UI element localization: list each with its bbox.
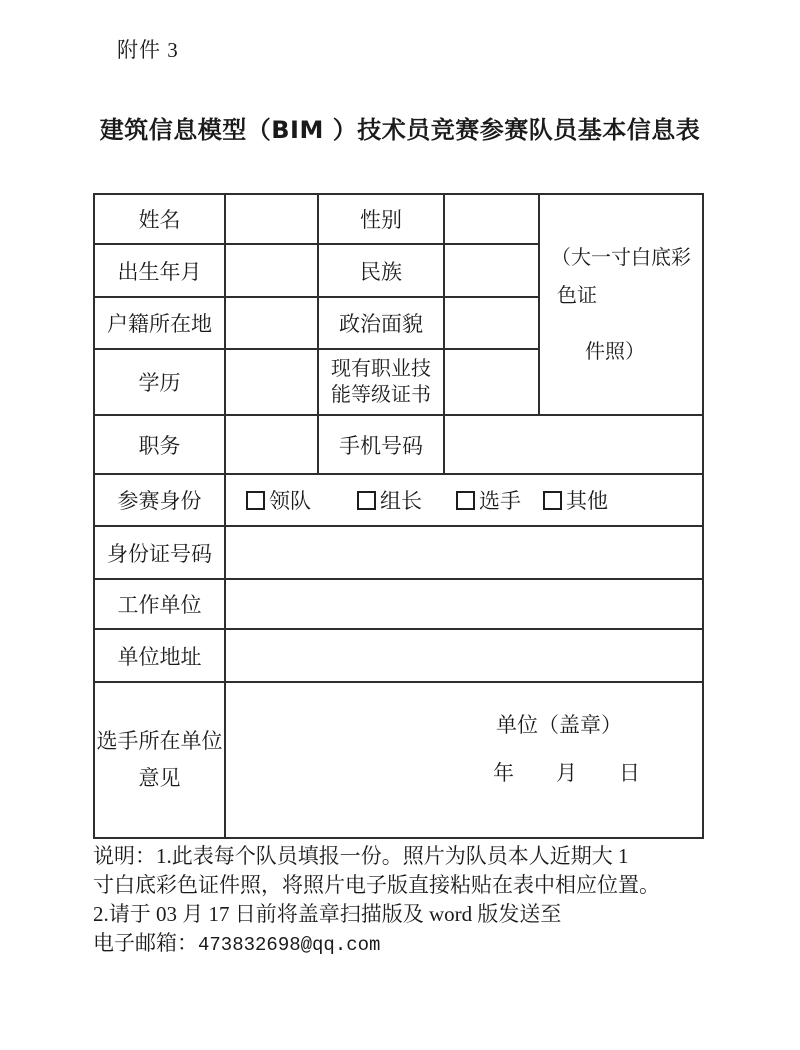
birth-value [225,244,318,297]
photo-text-line1: （大一寸白底彩 [551,246,691,269]
ethnicity-label: 民族 [318,244,444,297]
gender-value [444,194,539,244]
table-row [94,682,703,838]
unit-opinion-label-text: 选手所在单位意见 [96,729,223,790]
table-row [94,415,703,474]
certificate-label-line2: 能等级证书 [331,384,431,406]
checkbox-icon [246,491,265,510]
gender-label: 性别 [318,194,444,244]
photo-text-line2: 色证 [557,284,597,307]
identity-option-leader [246,485,311,515]
residence-value [225,297,318,349]
unit-opinion-label [94,682,225,838]
position-label: 职务 [94,415,225,474]
table-row [94,526,703,579]
notes-section [93,842,711,960]
identity-label: 参赛身份 [94,474,225,526]
certificate-label-text [325,356,437,408]
political-status-value [444,297,539,349]
email-address: 473832698@qq.com [198,934,381,956]
identity-option-group-leader [357,485,422,515]
photo-placeholder-text [540,239,702,371]
checkbox-icon [543,491,562,510]
unit-opinion-cell [225,682,703,838]
note-line-4 [93,929,711,960]
mobile-label: 手机号码 [318,415,444,474]
identity-option-label: 组长 [380,489,422,513]
photo-text-line3: 件照） [585,340,645,363]
note-line-1: 说明：1.此表每个队员填报一份。照片为队员本人近期大 1 [93,844,629,868]
employer-address-value [225,629,703,682]
note-line-3: 2.请于 03 月 17 日前将盖章扫描版及 word 版发送至 [93,902,562,926]
residence-label: 户籍所在地 [94,297,225,349]
mobile-value [444,415,703,474]
info-table [93,193,704,839]
position-value [225,415,318,474]
certificate-label-line1: 现有职业技 [331,358,431,380]
page-title: 建筑信息模型（BIM ）技术员竞赛参赛队员基本信息表 [99,116,701,144]
unit-seal-label: 单位（盖章） [496,713,622,737]
ethnicity-value [444,244,539,297]
certificate-label [318,349,444,415]
education-value [225,349,318,415]
identity-option-other [543,485,608,515]
employer-value [225,579,703,629]
birth-label: 出生年月 [94,244,225,297]
photo-placeholder-cell [539,194,703,415]
political-status-label: 政治面貌 [318,297,444,349]
table-row [94,194,703,244]
checkbox-icon [357,491,376,510]
identity-option-label: 其他 [566,489,608,513]
identity-options [226,485,702,515]
certificate-value [444,349,539,415]
id-number-value [225,526,703,579]
attachment-label: 附件 3 [117,38,179,62]
id-number-label: 身份证号码 [94,526,225,579]
checkbox-icon [456,491,475,510]
name-value [225,194,318,244]
education-label: 学历 [94,349,225,415]
name-label: 姓名 [94,194,225,244]
identity-option-label: 领队 [269,489,311,513]
table-row [94,629,703,682]
email-prefix: 电子邮箱： [93,931,198,955]
identity-options-cell [225,474,703,526]
employer-label: 工作单位 [94,579,225,629]
table-row [94,579,703,629]
identity-option-player [456,485,521,515]
date-line: 年 月 日 [493,761,640,785]
note-line-2: 寸白底彩色证件照，将照片电子版直接粘贴在表中相应位置。 [93,873,660,897]
employer-address-label: 单位地址 [94,629,225,682]
stamp-block [226,709,702,811]
identity-option-label: 选手 [479,489,521,513]
table-row [94,474,703,526]
